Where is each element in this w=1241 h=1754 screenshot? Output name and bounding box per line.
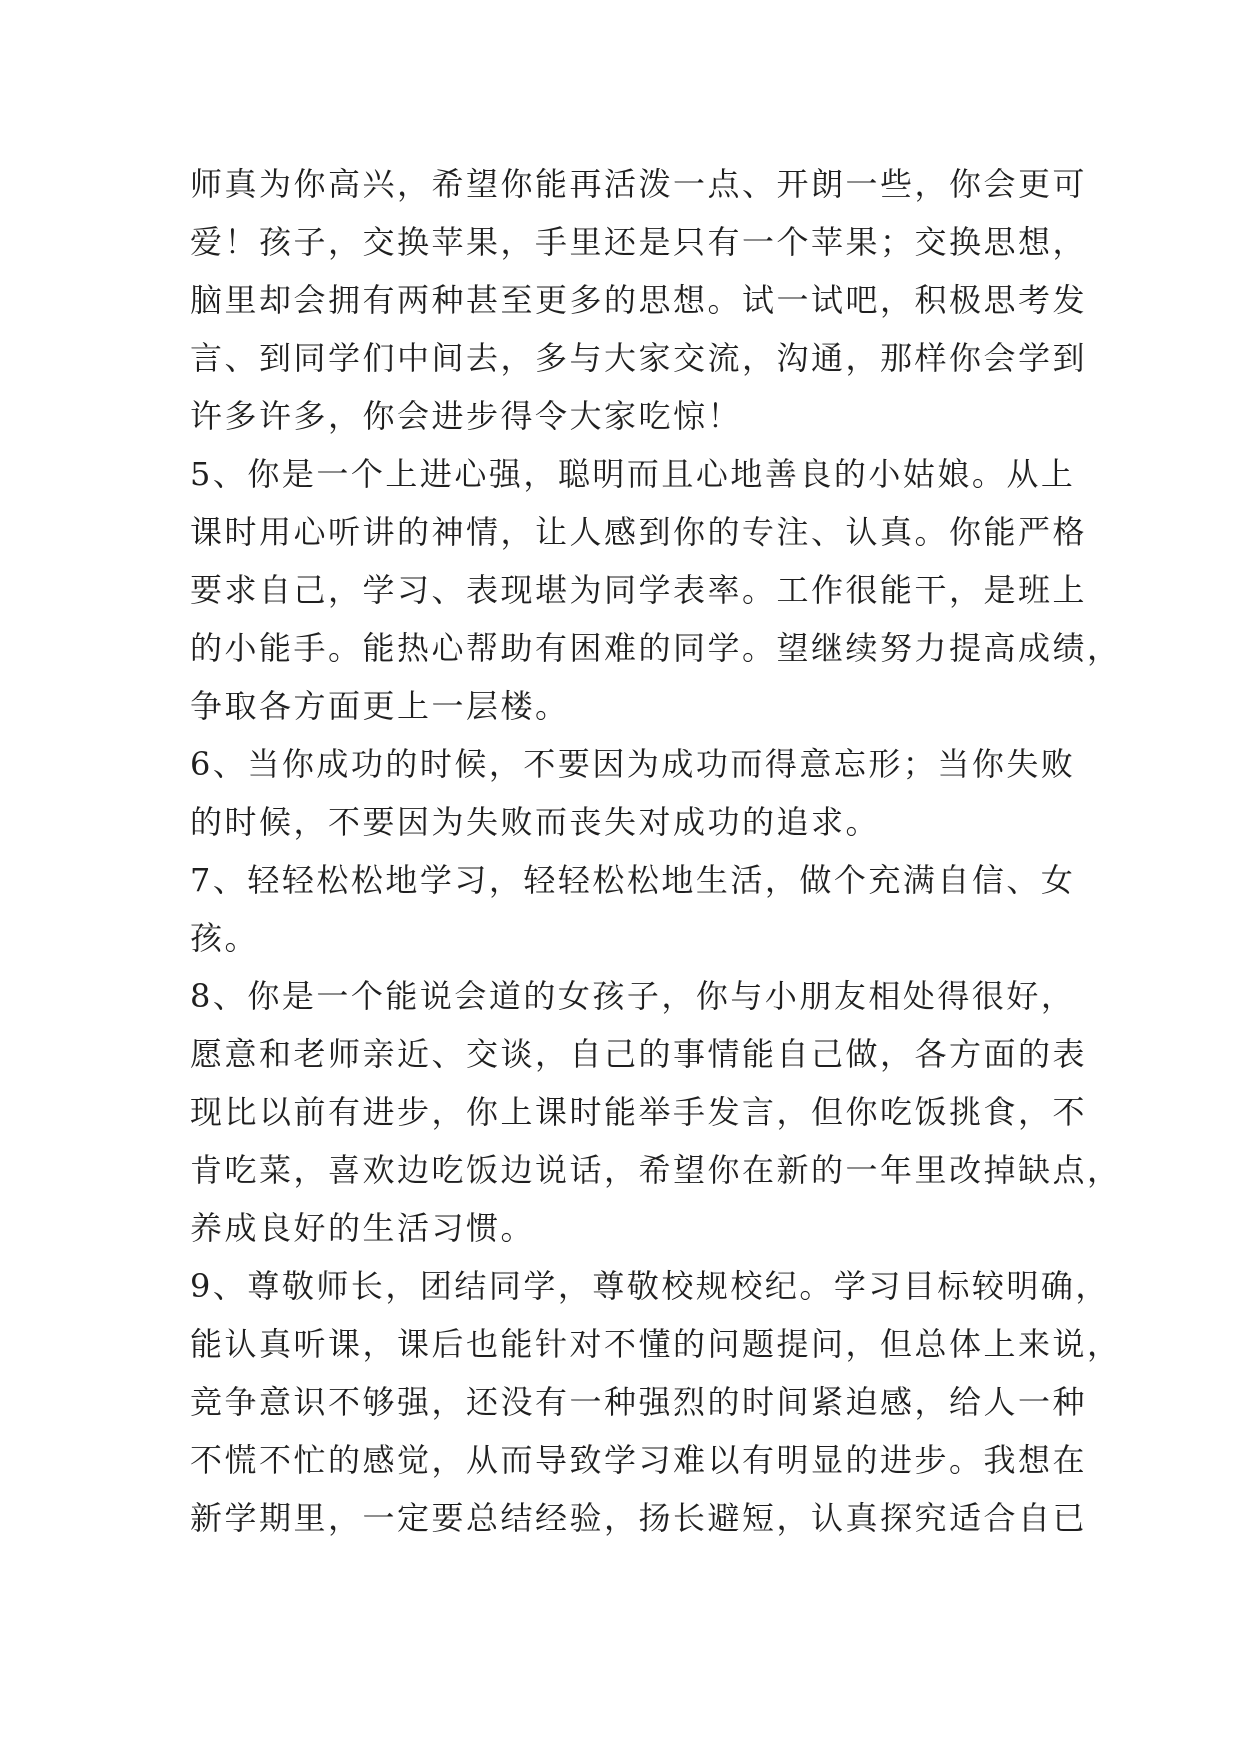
text-line: 的时候，不要因为失败而丧失对成功的追求。 <box>190 803 881 841</box>
text-line: 爱！孩子，交换苹果，手里还是只有一个苹果；交换思想， <box>190 223 1088 261</box>
text-line: 9、尊敬师长，团结同学，尊敬校规校纪。学习目标较明确， <box>190 1267 1110 1305</box>
text-line: 6、当你成功的时候，不要因为成功而得意忘形；当你失败 <box>190 745 1076 783</box>
text-line: 不慌不忙的感觉，从而导致学习难以有明显的进步。我想在 <box>190 1441 1088 1479</box>
text-line: 许多许多，你会进步得令大家吃惊！ <box>190 397 743 435</box>
text-line: 的小能手。能热心帮助有困难的同学。望继续努力提高成绩， <box>190 629 1122 667</box>
text-line: 脑里却会拥有两种甚至更多的思想。试一试吧，积极思考发 <box>190 281 1088 319</box>
text-line: 师真为你高兴，希望你能再活泼一点、开朗一些，你会更可 <box>190 165 1088 203</box>
text-line: 愿意和老师亲近、交谈，自己的事情能自己做，各方面的表 <box>190 1035 1088 1073</box>
text-line: 养成良好的生活习惯。 <box>190 1209 536 1247</box>
document-body <box>190 155 1122 1547</box>
text-line: 肯吃菜，喜欢边吃饭边说话，希望你在新的一年里改掉缺点， <box>190 1151 1122 1189</box>
text-line: 7、轻轻松松地学习，轻轻松松地生活，做个充满自信、女 <box>190 861 1076 899</box>
text-line: 孩。 <box>190 919 260 957</box>
text-line: 现比以前有进步，你上课时能举手发言，但你吃饭挑食，不 <box>190 1093 1088 1131</box>
text-line: 课时用心听讲的神情，让人感到你的专注、认真。你能严格 <box>190 513 1088 551</box>
text-line: 5、你是一个上进心强，聪明而且心地善良的小姑娘。从上 <box>190 455 1076 493</box>
text-line: 能认真听课，课后也能针对不懂的问题提问，但总体上来说， <box>190 1325 1122 1363</box>
text-line: 新学期里，一定要总结经验，扬长避短，认真探究适合自已 <box>190 1499 1088 1537</box>
text-line: 8、你是一个能说会道的女孩子，你与小朋友相处得很好， <box>190 977 1076 1015</box>
text-line: 言、到同学们中间去，多与大家交流，沟通，那样你会学到 <box>190 339 1088 377</box>
text-line: 争取各方面更上一层楼。 <box>190 687 570 725</box>
text-line: 要求自己，学习、表现堪为同学表率。工作很能干，是班上 <box>190 571 1088 609</box>
text-line: 竞争意识不够强，还没有一种强烈的时间紧迫感，给人一种 <box>190 1383 1088 1421</box>
